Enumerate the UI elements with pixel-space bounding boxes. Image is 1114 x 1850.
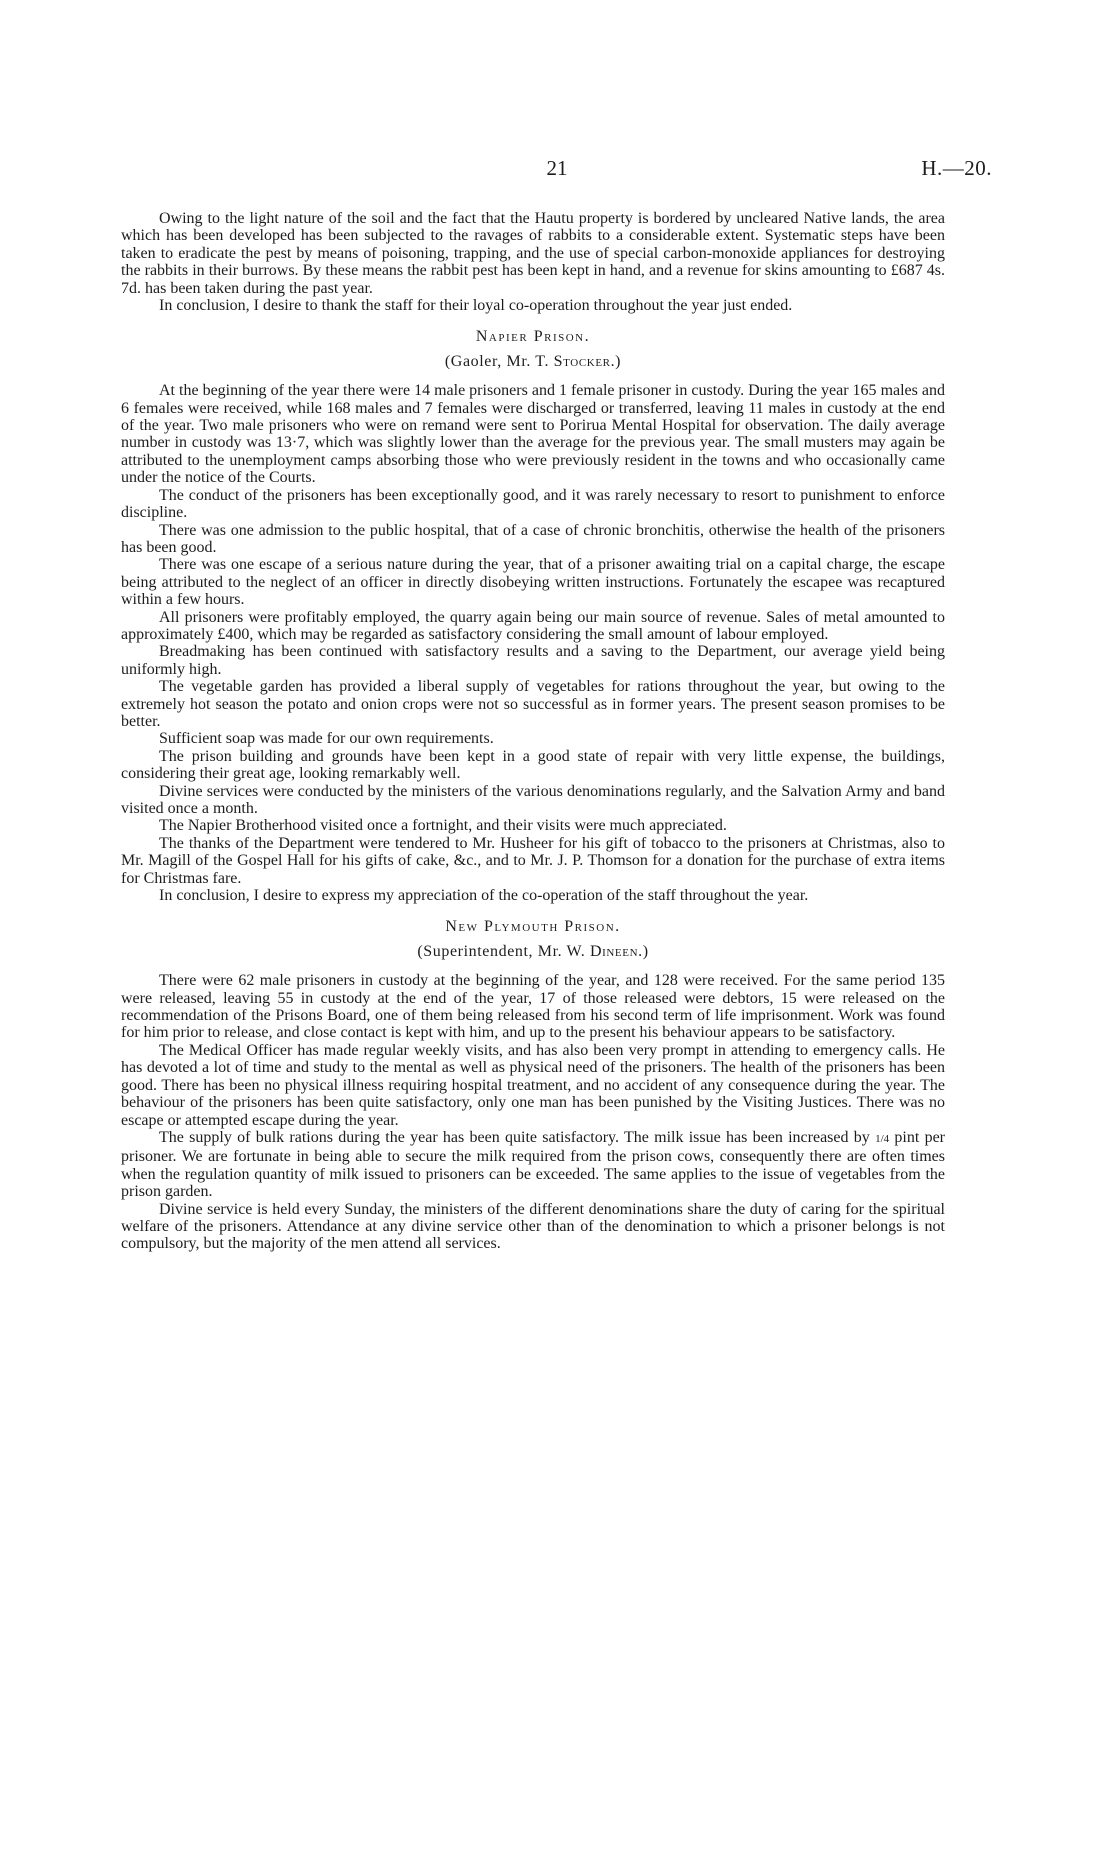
paragraph: The Medical Officer has made regular weekly visits, and has also been very prompt in attending to emergency calls. He has devoted a lot of time and study to the mental as well as physical need of the prisoners. The health of the prisoners has been good. There has been no physical illness requiring hospital treatment, and no accident of any consequence during the year. The behaviour of the prisoners has been quite satisfactory, only one man has been punished by the Visiting Justices. There was no escape or attempted escape during the year. <box>121 1041 945 1129</box>
paragraph: In conclusion, I desire to express my appreciation of the co-operation of the staff throughout the year. <box>159 887 809 905</box>
paragraph: The Napier Brotherhood visited once a fortnight, and their visits were much appreciated. <box>159 817 727 835</box>
paragraph: All prisoners were profitably employed, the quarry again being our main source of revenue. Sales of metal amounted to approximately £400, which may be regarded as satisfactory considering the small amount of labour employed. <box>121 608 945 643</box>
section-title-napier: Napier Prison. <box>475 328 591 346</box>
officer-name: Dineen <box>589 942 639 960</box>
section-title-new-plymouth: New Plymouth Prison. <box>445 918 621 936</box>
paragraph: The thanks of the Department were tendered to Mr. Husheer for his gift of tobacco to the prisoners at Christmas, also to Mr. Magill of the Gospel Hall for his gifts of cake, &c., and to Mr. J. P. Thomson for a donation for the purchase of extra items for Christmas fare. <box>121 834 945 887</box>
subtitle-suffix: .) <box>610 352 622 370</box>
fraction: 1/4 <box>875 1132 890 1145</box>
paragraph: Owing to the light nature of the soil and the fact that the Hautu property is bordered by uncleared Native lands, the area which has been developed has been subjected to the ravages of rabbits to a considerable extent. Systematic steps have been taken to eradicate the pest by means of poisoning, trapping, and the use of special carbon-monoxide appliances for destroying the rabbits in their burrows. By these means the rabbit pest has been kept in hand, and a revenue for skins amounting to £687 4s. 7d. has been taken during the past year. <box>121 210 945 297</box>
paragraph: The prison building and grounds have been kept in a good state of repair with very little expense, the buildings, considering their great age, looking remarkably well. <box>121 747 945 783</box>
document-reference: H.—20. <box>921 156 992 180</box>
paragraph: In conclusion, I desire to thank the staff for their loyal co-operation throughout the year just ended. <box>159 297 793 315</box>
subtitle-suffix: .) <box>638 942 649 960</box>
paragraph: Divine service is held every Sunday, the ministers of the different denominations share the duty of caring for the spiritual welfare of the prisoners. Attendance at any divine service other than of the denomination to which a prisoner belongs is not compulsory, but the majority of the men attend all services. <box>121 1200 945 1253</box>
paragraph: There was one admission to the public hospital, that of a case of chronic bronchitis, otherwise the health of the prisoners has been good. <box>121 521 945 556</box>
paragraph: Sufficient soap was made for our own requirements. <box>159 730 494 748</box>
page-header <box>122 156 992 188</box>
subtitle-prefix: (Gaoler, Mr. T. <box>444 352 550 370</box>
paragraph: The vegetable garden has provided a liberal supply of vegetables for rations throughout the year, but owing to the extremely hot season the potato and onion crops were not so successful as in former years. The present season promises to be better. <box>121 678 945 730</box>
paragraph: The conduct of the prisoners has been exceptionally good, and it was rarely necessary to resort to punishment to enforce discipline. <box>121 486 945 522</box>
paragraph: There were 62 male prisoners in custody at the beginning of the year, and 128 were received. For the same period 135 were released, leaving 55 in custody at the end of the year, 17 of those released were debtors, 15 were released on the recommendation of the Prisons Board, one of them being released from his second term of life imprisonment. Work was found for him prior to release, and close contact is kept with him, and up to the present his behaviour appears to be satisfactory. <box>121 972 945 1042</box>
section-subtitle-napier <box>121 353 945 370</box>
paragraph-rations <box>121 1129 945 1201</box>
rations-text-after: pint per prisoner. We are fortunate in being able to secure the milk required from the prison cows, consequently there are often times when the regulation quantity of milk issued to prisoners can be exceeded. The same applies to the issue of vegetables from the prison garden. <box>121 1128 946 1201</box>
paragraph: There was one escape of a serious nature during the year, that of a prisoner awaiting trial on a capital charge, the escape being attributed to the neglect of an officer in directly disobeying written instructions. Fortunately the escapee was recaptured within a few hours. <box>121 556 945 609</box>
paragraph: At the beginning of the year there were 14 male prisoners and 1 female prisoner in custody. During the year 165 males and 6 females were received, while 168 males and 7 females were discharged or transferred, leaving 11 males in custody at the end of the year. Two male prisoners who were on remand were sent to Porirua Mental Hospital for observation. The daily average number in custody was 13·7, which was slightly lower than the average for the previous year. The small musters may again be attributed to the unemployment camps absorbing those who were previously resident in the towns and who occasionally came under the notice of the Courts. <box>121 382 945 487</box>
section-subtitle-new-plymouth <box>121 943 945 960</box>
subtitle-prefix: (Superintendent, Mr. W. <box>417 942 586 960</box>
paragraph: Divine services were conducted by the ministers of the various denominations regularly, and the Salvation Army and band visited once a month. <box>121 782 945 817</box>
document-body <box>121 210 945 1253</box>
rations-text-before: The supply of bulk rations during the year has been quite satisfactory. The milk issue has been increased by <box>159 1128 870 1146</box>
paragraph: Breadmaking has been continued with satisfactory results and a saving to the Department, our average yield being uniformly high. <box>121 643 945 678</box>
officer-name: Stocker <box>553 352 611 370</box>
page-number: 21 <box>546 156 568 180</box>
